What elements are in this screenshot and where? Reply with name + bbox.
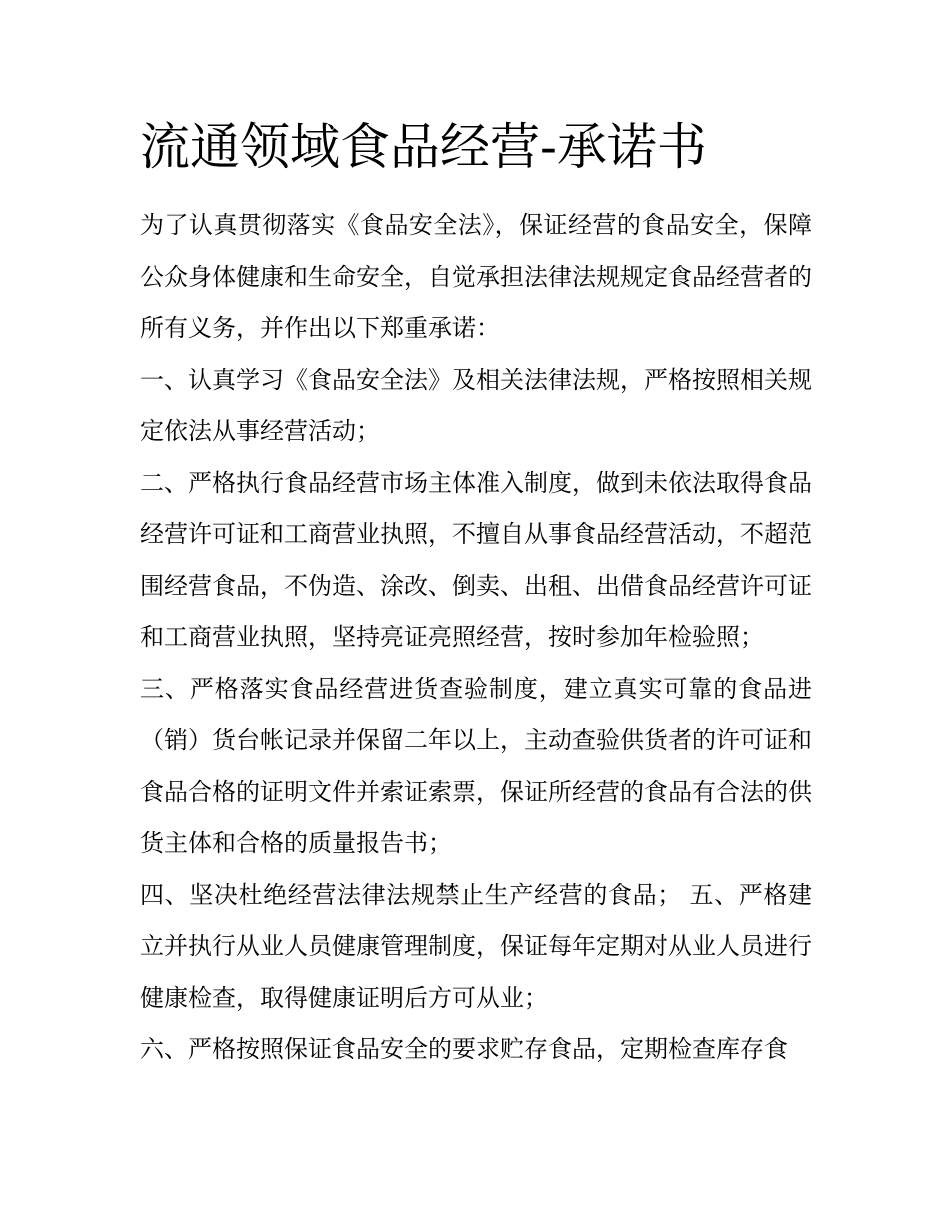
paragraph-item-2: 二、严格执行食品经营市场主体准入制度，做到未依法取得食品经营许可证和工商营业执照，不擅自从事食品经营活动，不超范围经营食品，不伪造、涂改、倒卖、出租、出借食品经营许可证和工商营业执照，坚持亮证亮照经营，按时参加年检验照；	[140, 468, 812, 651]
paragraph-item-1: 一、认真学习《食品安全法》及相关法律法规，严格按照相关规定依法从事经营活动；	[140, 365, 812, 445]
paragraph-item-4-5: 四、坚决杜绝经营法律法规禁止生产经营的食品； 五、严格建立并执行从业人员健康管理制度，保证每年定期对从业人员进行健康检查，取得健康证明后方可从业；	[140, 880, 812, 1012]
paragraph-intro: 为了认真贯彻落实《食品安全法》，保证经营的食品安全，保障公众身体健康和生命安全，自觉承担法律法规规定食品经营者的所有义务，并作出以下郑重承诺：	[140, 211, 812, 342]
paragraph-item-6: 六、严格按照保证食品安全的要求贮存食品，定期检查库存食	[140, 1035, 788, 1063]
document-title: 流通领域食品经营-承诺书	[140, 118, 707, 176]
paragraph-item-3: 三、严格落实食品经营进货查验制度，建立真实可靠的食品进（销）货台帐记录并保留二年以上，主动查验供货者的许可证和食品合格的证明文件并索证索票，保证所经营的食品有合法的供货主体和合格的质量报告书；	[140, 674, 812, 857]
document-body	[140, 200, 812, 1076]
